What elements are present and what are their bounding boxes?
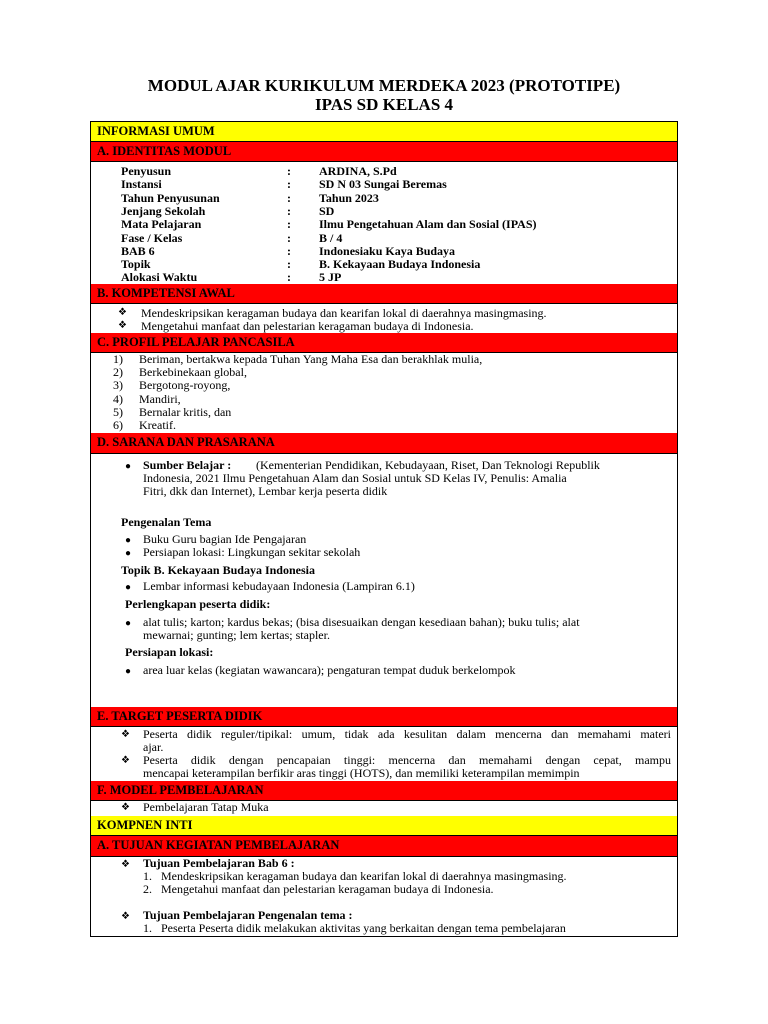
target-text: mencapai keterampilan berfikir aras tinggi (HOTS), dan memiliki keterampilan memimpin (143, 766, 580, 780)
identitas-colon: : (287, 177, 291, 192)
identitas-value: ARDINA, S.Pd (319, 164, 397, 178)
profil-item: Bernalar kritis, dan (139, 404, 232, 419)
section-profil-pancasila: C. PROFIL PELAJAR PANCASILA (91, 333, 677, 353)
profil-item: Berkebinekaan global, (139, 365, 247, 380)
identitas-value: SD (319, 203, 335, 218)
topik-item: Lembar informasi kebudayaan Indonesia (Lampiran 6.1) (143, 579, 415, 593)
tujuan-tema-num: 1. (143, 921, 152, 935)
section-identitas-modul: A. IDENTITAS MODUL (91, 142, 677, 162)
tujuan-tema-item: Peserta Peserta didik melakukan aktivitas yang berkaitan dengan tema pembelajaran (161, 921, 566, 935)
sumber-belajar-label: Sumber Belajar : (143, 458, 232, 472)
tujuan-bab-num: 2. (143, 882, 152, 896)
kompetensi-item: Mendeskripsikan keragaman budaya dan kearifan lokal di daerahnya masingmasing. (141, 306, 547, 320)
profil-item: Beriman, bertakwa kepada Tuhan Yang Maha Esa dan berakhlak mulia, (139, 352, 483, 366)
diamond-bullet-icon: ❖ (121, 755, 130, 766)
profil-num: 6) (113, 418, 123, 432)
diamond-bullet-icon: ❖ (118, 320, 127, 331)
sumber-belajar-text: Indonesia, 2021 Ilmu Pengetahuan Alam dan Sosial untuk SD Kelas IV, Penulis: Amalia (143, 471, 567, 485)
diamond-bullet-icon: ❖ (121, 802, 130, 813)
persiapan-item: area luar kelas (kegiatan wawancara); pengaturan tempat duduk berkelompok (143, 663, 516, 677)
pengenalan-item: Buku Guru bagian Ide Pengajaran (143, 532, 307, 546)
identitas-label: Instansi (121, 177, 162, 192)
perlengkapan-text: alat tulis; karton; kardus bekas; (bisa disesuaikan dengan kesediaan bahan); buku tulis; alat (143, 615, 580, 629)
identitas-label: Alokasi Waktu (121, 270, 198, 285)
identitas-colon: : (287, 230, 291, 245)
target-text: ajar. (143, 740, 164, 754)
profil-num: 1) (113, 352, 123, 366)
profil-item: Bergotong-royong, (139, 378, 231, 393)
identitas-label: Topik (121, 257, 151, 272)
topik-heading: Topik B. Kekayaan Budaya Indonesia (121, 563, 315, 577)
tujuan-bab-item: Mendeskripsikan keragaman budaya dan kearifan lokal di daerahnya masingmasing. (161, 869, 567, 883)
profil-item: Mandiri, (139, 391, 181, 406)
identitas-value: 5 JP (319, 270, 342, 285)
document-title: MODUL AJAR KURIKULUM MERDEKA 2023 (PROTOTIPE) (147, 76, 621, 95)
tujuan-bab-num: 1. (143, 869, 152, 883)
section-target-peserta: E. TARGET PESERTA DIDIK (91, 707, 677, 727)
diamond-bullet-icon: ❖ (121, 911, 130, 922)
diamond-bullet-icon: ❖ (121, 729, 130, 740)
tujuan-tema-heading: Tujuan Pembelajaran Pengenalan tema : (143, 908, 353, 922)
diamond-bullet-icon: ❖ (121, 859, 130, 870)
section-informasi-umum: INFORMASI UMUM (91, 122, 677, 142)
section-komponen-inti: KOMPNEN INTI (91, 816, 677, 836)
identitas-label: Jenjang Sekolah (121, 203, 206, 218)
identitas-label: Fase / Kelas (121, 230, 183, 245)
identitas-label: BAB 6 (121, 243, 155, 258)
identitas-value: B. Kekayaan Budaya Indonesia (319, 257, 481, 272)
tujuan-bab-item: Mengetahui manfaat dan pelestarian keragaman budaya di Indonesia. (161, 882, 494, 896)
target-text: Peserta didik dengan pencapaian tinggi: mencerna dan memahami dengan cepat, mampu (143, 753, 671, 767)
identitas-label: Penyusun (121, 164, 172, 178)
kompetensi-item: Mengetahui manfaat dan pelestarian keragaman budaya di Indonesia. (141, 319, 474, 333)
sumber-belajar-text: Fitri, dkk dan Internet), Lembar kerja peserta didik (143, 484, 388, 498)
identitas-colon: : (287, 203, 291, 218)
identitas-label: Mata Pelajaran (121, 217, 202, 232)
perlengkapan-heading: Perlengkapan peserta didik: (125, 597, 271, 611)
section-sarana-prasarana: D. SARANA DAN PRASARANA (91, 433, 677, 454)
persiapan-heading: Persiapan lokasi: (125, 645, 214, 659)
module-table (90, 121, 678, 937)
profil-num: 3) (113, 378, 123, 393)
tujuan-bab-heading: Tujuan Pembelajaran Bab 6 : (143, 856, 295, 870)
identitas-value: Indonesiaku Kaya Budaya (319, 243, 456, 258)
dot-bullet-icon: ● (125, 618, 132, 629)
identitas-value: SD N 03 Sungai Beremas (319, 177, 447, 192)
section-kompetensi-awal: B. KOMPETENSI AWAL (91, 284, 677, 304)
perlengkapan-text: mewarnai; gunting; lem kertas; stapler. (143, 628, 330, 642)
dot-bullet-icon: ● (125, 535, 132, 546)
model-item: Pembelajaran Tatap Muka (143, 800, 269, 814)
identitas-value: Tahun 2023 (319, 190, 379, 205)
dot-bullet-icon: ● (125, 582, 132, 593)
identitas-colon: : (287, 190, 291, 205)
pengenalan-item: Persiapan lokasi: Lingkungan sekitar sekolah (143, 545, 361, 559)
section-model-pembelajaran: F. MODEL PEMBELAJARAN (91, 781, 677, 801)
sumber-belajar-text: (Kementerian Pendidikan, Kebudayaan, Riset, Dan Teknologi Republik (256, 458, 600, 472)
identitas-label: Tahun Penyusunan (121, 190, 220, 205)
identitas-colon: : (287, 257, 291, 272)
identitas-value: Ilmu Pengetahuan Alam dan Sosial (IPAS) (319, 217, 537, 232)
diamond-bullet-icon: ❖ (118, 307, 127, 318)
dot-bullet-icon: ● (125, 548, 132, 559)
identitas-value: B / 4 (319, 230, 343, 245)
dot-bullet-icon: ● (125, 461, 132, 472)
profil-num: 2) (113, 365, 123, 380)
profil-item: Kreatif. (139, 418, 176, 432)
pengenalan-tema-heading: Pengenalan Tema (121, 515, 212, 529)
target-text: Peserta didik reguler/tipikal: umum, tidak ada kesulitan dalam mencerna dan memahami materi (143, 727, 671, 741)
identitas-colon: : (287, 164, 291, 178)
profil-num: 4) (113, 391, 123, 406)
identitas-colon: : (287, 270, 291, 285)
identitas-colon: : (287, 243, 291, 258)
document-subtitle: IPAS SD KELAS 4 (314, 95, 454, 114)
section-tujuan-kegiatan: A. TUJUAN KEGIATAN PEMBELAJARAN (91, 836, 677, 857)
profil-num: 5) (113, 404, 123, 419)
identitas-colon: : (287, 217, 291, 232)
dot-bullet-icon: ● (125, 666, 132, 677)
